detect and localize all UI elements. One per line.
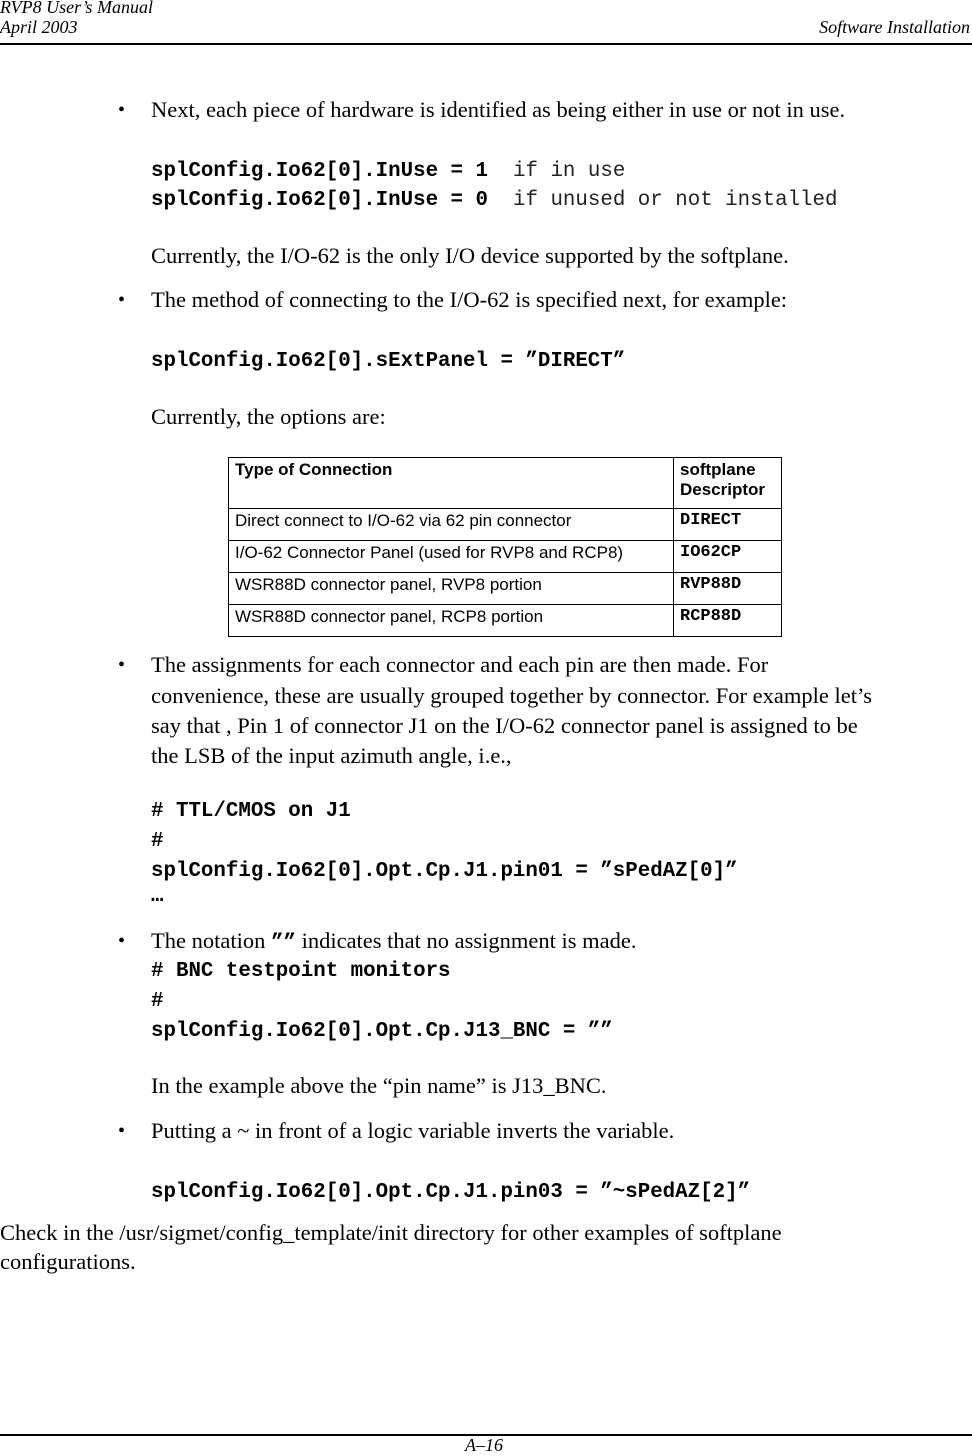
paragraph-line: Check in the /usr/sigmet/config_template/init directory for other examples of softplane (0, 1220, 782, 1245)
manual-title: RVP8 User’s Manual (0, 0, 153, 17)
section-title: Software Installation (819, 17, 970, 37)
paragraph: Currently, the options are: (151, 404, 386, 429)
table-header-row (229, 458, 782, 509)
column-header: Type of Connection (229, 458, 674, 509)
table-cell: WSR88D connector panel, RVP8 portion (229, 573, 674, 605)
code-line: # (151, 830, 164, 853)
page-number: A–16 (465, 1435, 503, 1455)
table-cell: WSR88D connector panel, RCP8 portion (229, 605, 674, 637)
bullet-text-line: convenience, these are usually grouped together by connector. For example let’s (151, 683, 872, 708)
table-row (229, 509, 782, 541)
table-row (229, 573, 782, 605)
header-line: Descriptor (680, 480, 766, 499)
code-line: splConfig.Io62[0].InUse = 1 (151, 160, 488, 183)
bullet-icon: • (118, 99, 126, 121)
table-row (229, 541, 782, 573)
code-line: splConfig.Io62[0].InUse = 0 (151, 189, 488, 212)
inline-code: ”” (270, 932, 296, 955)
header-rule (0, 43, 972, 45)
paragraph-line: configurations. (0, 1249, 136, 1274)
table-cell: DIRECT (674, 509, 782, 541)
text-run: The notation (151, 928, 271, 953)
bullet-icon: • (118, 930, 126, 952)
paragraph: Currently, the I/O-62 is the only I/O device supported by the softplane. (151, 243, 789, 268)
table-row (229, 605, 782, 637)
bullet-icon: • (118, 1120, 126, 1142)
bullet-icon: • (118, 289, 126, 311)
header-line: softplane (680, 460, 756, 479)
bullet-text: Putting a ~ in front of a logic variable inverts the variable. (151, 1118, 675, 1143)
code-comment: if in use (513, 160, 626, 183)
table-cell: I/O-62 Connector Panel (used for RVP8 and RCP8) (229, 541, 674, 573)
table-cell: Direct connect to I/O-62 via 62 pin connector (229, 509, 674, 541)
code-line: # (151, 990, 164, 1013)
bullet-text-line: say that , Pin 1 of connector J1 on the I/O-62 connector panel is assigned to be (151, 713, 858, 738)
code-line: splConfig.Io62[0].Opt.Cp.J13_BNC = ”” (151, 1020, 613, 1043)
code-line: … (151, 885, 164, 908)
connection-table (228, 457, 782, 637)
bullet-text-line: the LSB of the input azimuth angle, i.e., (151, 743, 512, 768)
table-cell: RCP88D (674, 605, 782, 637)
code-line: # BNC testpoint monitors (151, 960, 451, 983)
column-header (674, 458, 782, 509)
table-cell: IO62CP (674, 541, 782, 573)
code-line: splConfig.Io62[0].sExtPanel = ”DIRECT” (151, 350, 626, 373)
code-comment: if unused or not installed (513, 189, 838, 212)
code-line: splConfig.Io62[0].Opt.Cp.J1.pin01 = ”sPedAZ[0]” (151, 860, 738, 883)
table-cell: RVP88D (674, 573, 782, 605)
bullet-text-line: The assignments for each connector and each pin are then made. For (151, 652, 769, 677)
bullet-text: Next, each piece of hardware is identified as being either in use or not in use. (151, 97, 846, 122)
bullet-icon: • (118, 654, 126, 676)
bullet-text (151, 928, 637, 955)
code-line: # TTL/CMOS on J1 (151, 800, 351, 823)
bullet-text: The method of connecting to the I/O-62 is specified next, for example: (151, 287, 788, 312)
text-run: indicates that no assignment is made. (295, 928, 637, 953)
code-line: splConfig.Io62[0].Opt.Cp.J1.pin03 = ”~sPedAZ[2]” (151, 1181, 751, 1204)
paragraph: In the example above the “pin name” is J13_BNC. (151, 1073, 607, 1098)
manual-date: April 2003 (0, 17, 78, 37)
